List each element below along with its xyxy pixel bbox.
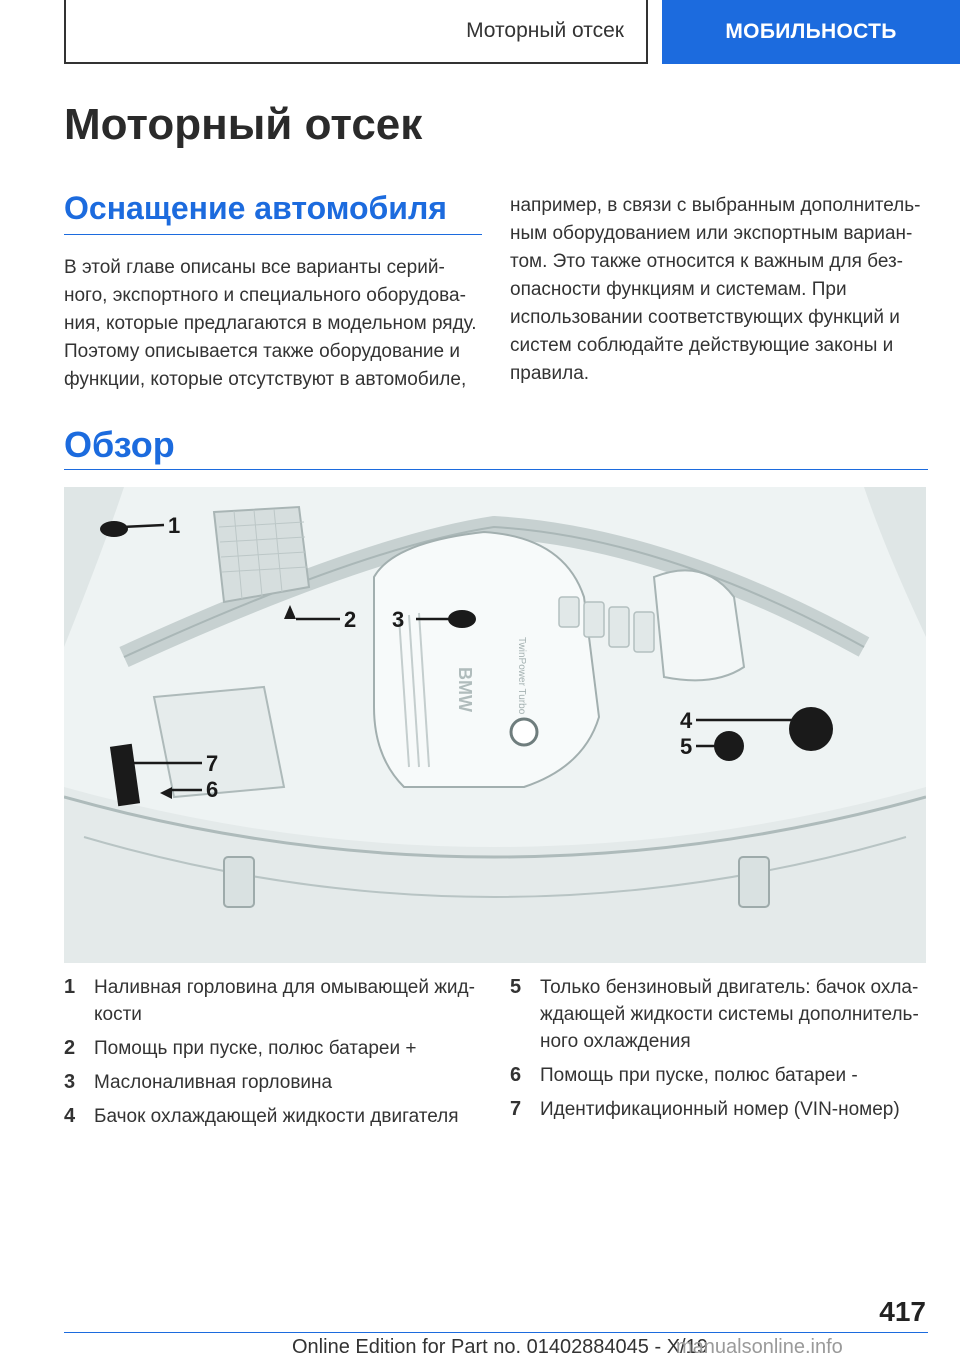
legend-item: [510, 1062, 930, 1089]
legend-number: 2: [64, 1037, 76, 1059]
callout-7: 7: [206, 751, 219, 776]
edition-text: Online Edition for Part no. 01402884045 - X/19: [292, 1336, 708, 1358]
overview-heading: Обзор: [64, 424, 175, 465]
legend-left: [64, 974, 484, 1137]
legend-item: [64, 974, 484, 1028]
legend-item: [64, 1069, 484, 1096]
chapter-label: Моторный отсек: [466, 19, 624, 42]
section-tab[interactable]: [662, 0, 960, 64]
legend-text: Помощь при пуске, полюс батареи +: [94, 1038, 417, 1059]
callout-2: 2: [344, 607, 357, 632]
legend-text: Помощь при пуске, полюс батареи -: [540, 1065, 858, 1086]
legend-text: Только бензиновый двигатель: бачок охла-ждающей жидкости системы дополнитель-ного охлаждения: [540, 977, 919, 1052]
legend-item: [510, 974, 930, 1055]
legend-text: Наливная горловина для омывающей жид-кости: [94, 977, 475, 1025]
legend-item: [64, 1035, 484, 1062]
callout-5: 5: [680, 734, 693, 759]
engine-brand-text: BMW: [455, 667, 475, 712]
callout-6: 6: [206, 777, 219, 802]
legend-number: 3: [64, 1071, 76, 1093]
legend-number: 5: [510, 976, 522, 998]
equipment-text-left: В этой главе описаны все варианты серий-ного, экспортного и специального оборудова-ния, которые предлагаются в модельном ряду. Поэтому описывается также оборудование и функции, которые отсутствуют в автомобиле,: [64, 257, 477, 390]
legend-text: Бачок охлаждающей жидкости двигателя: [94, 1106, 459, 1127]
legend-item: [510, 1096, 930, 1123]
callout-3: 3: [392, 607, 405, 632]
equipment-text-right: например, в связи с выбранным дополнитель-ным оборудованием или экспортным вариан-том. Это также относится к важным для без-опасности функциям и системам. При использовании соответствующих функций и систем соблюдайте действующие законы и правила.: [510, 195, 921, 384]
legend-number: 6: [510, 1064, 522, 1086]
footer-rule: [64, 1332, 928, 1333]
legend-text: Маслоналивная горловина: [94, 1072, 333, 1093]
legend-text: Идентификационный номер (VIN-номер): [540, 1099, 900, 1120]
equipment-heading-rule: [64, 234, 482, 235]
legend-number: 4: [64, 1105, 76, 1127]
legend-number: 1: [64, 976, 76, 998]
overview-heading-rule: [64, 469, 928, 470]
engine-model-text: TwinPower Turbo: [516, 637, 527, 715]
legend-item: [64, 1103, 484, 1130]
chapter-tab: [64, 0, 648, 64]
callout-4: 4: [680, 708, 693, 733]
page-number: 417: [879, 1296, 926, 1327]
watermark-text: manualsonline.info: [676, 1336, 843, 1358]
page-title: Моторный отсек: [64, 100, 423, 149]
callout-1: 1: [168, 513, 181, 538]
engine-compartment-image: [64, 487, 926, 963]
legend-number: 7: [510, 1098, 522, 1120]
section-label: МОБИЛЬНОСТЬ: [725, 20, 897, 43]
equipment-heading: Оснащение автомобиля: [64, 190, 447, 226]
legend-right: [510, 974, 930, 1130]
